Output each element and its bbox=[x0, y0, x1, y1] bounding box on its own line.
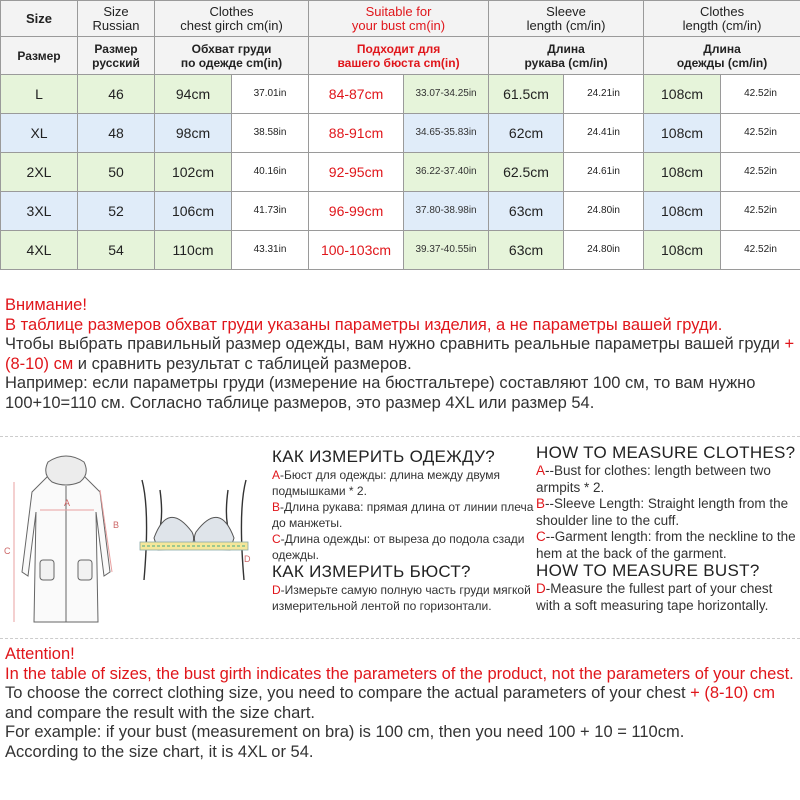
length-cm-cell: 108cm bbox=[644, 75, 721, 114]
ru-example: Например: если параметры груди (измерение на бюстгальтере) составляют 100 см, то вам нужно 100+10=110 см. Согласно таблице размеров, это размер 4XL или размер 54. bbox=[5, 374, 756, 412]
chest-in-cell: 40.16in bbox=[232, 153, 309, 192]
ru-attention-notes bbox=[5, 296, 797, 413]
en-measure-d: D-Measure the fullest part of your chest with a soft measuring tape horizontally. bbox=[536, 581, 773, 613]
header-chest: Clothes chest girch cm(in) bbox=[155, 1, 309, 37]
size-cell: XL bbox=[1, 114, 78, 153]
size-cell: 4XL bbox=[1, 231, 78, 270]
ru-warning-text: В таблице размеров обхват груди указаны параметры изделия, а не параметры вашей груди. bbox=[5, 315, 723, 334]
coat-label-c: C bbox=[4, 546, 11, 556]
length-cm-cell: 108cm bbox=[644, 192, 721, 231]
sleeve-in-cell: 24.80in bbox=[564, 231, 644, 270]
en-instruction-plus: + (8-10) cm bbox=[690, 684, 775, 702]
table-header-ru bbox=[1, 37, 800, 75]
size-cell: 2XL bbox=[1, 153, 78, 192]
length-in-cell: 42.52in bbox=[721, 153, 800, 192]
chest-in-cell: 41.73in bbox=[232, 192, 309, 231]
sleeve-cm-cell: 61.5cm bbox=[489, 75, 564, 114]
en-example-1: For example: if your bust (measurement on bra) is 100 cm, then you need 100 + 10 = 110cm. bbox=[5, 723, 685, 741]
fur-hood bbox=[46, 456, 87, 485]
bust-in-cell: 33.07-34.25in bbox=[404, 75, 489, 114]
sleeve-cm-cell: 62cm bbox=[489, 114, 564, 153]
chest-cm-cell: 98cm bbox=[155, 114, 232, 153]
coat-label-a: A bbox=[64, 498, 71, 508]
ru-measure-b: B-Длина рукава: прямая длина от линии плеча до манжеты. bbox=[272, 500, 534, 530]
header-ru-chest: Обхват груди по одежде cm(in) bbox=[155, 37, 309, 75]
ru-instruction bbox=[5, 335, 797, 374]
header-length: Clothes length (cm/in) bbox=[644, 1, 800, 37]
en-warning-text: In the table of sizes, the bust girth indicates the parameters of the product, not the parameters of your chest. bbox=[5, 664, 794, 683]
chest-in-cell: 38.58in bbox=[232, 114, 309, 153]
length-in-cell: 42.52in bbox=[721, 192, 800, 231]
bust-cm-cell: 100-103cm bbox=[309, 231, 404, 270]
chest-cm-cell: 94cm bbox=[155, 75, 232, 114]
en-measure-a: A--Bust for clothes: length between two armpits * 2. bbox=[536, 463, 771, 495]
size-chart-table bbox=[0, 0, 800, 270]
size-cell: 3XL bbox=[1, 192, 78, 231]
bust-in-cell: 37.80-38.98in bbox=[404, 192, 489, 231]
sleeve-cm-cell: 62.5cm bbox=[489, 153, 564, 192]
header-size-russian: Size Russian bbox=[78, 1, 155, 37]
size-row-2xl bbox=[1, 153, 800, 192]
russian-size-cell: 52 bbox=[78, 192, 155, 231]
size-row-l bbox=[1, 75, 800, 114]
en-how-to-measure-clothes bbox=[536, 443, 798, 562]
ru-how-to-measure-bust bbox=[272, 562, 534, 614]
size-cell: L bbox=[1, 75, 78, 114]
divider-top bbox=[0, 436, 800, 437]
en-measure-b: B--Sleeve Length: Straight length from the shoulder line to the cuff. bbox=[536, 496, 789, 528]
divider-bottom bbox=[0, 638, 800, 639]
en-example-2: According to the size chart, it is 4XL or 54. bbox=[5, 742, 314, 761]
en-instruction bbox=[5, 684, 797, 723]
ru-instruction-a: Чтобы выбрать правильный размер одежды, вам нужно сравнить реальные параметры вашей груди bbox=[5, 335, 780, 353]
en-instruction-a: To choose the correct clothing size, you need to compare the actual parameters of your chest bbox=[5, 684, 686, 702]
ru-measure-d: D-Измерьте самую полную часть груди мягкой измерительной лентой по горизонтали. bbox=[272, 583, 531, 613]
length-in-cell: 42.52in bbox=[721, 75, 800, 114]
russian-size-cell: 54 bbox=[78, 231, 155, 270]
bust-cm-cell: 84-87cm bbox=[309, 75, 404, 114]
ru-measure-c: C-Длина одежды: от выреза до подола сзади одежды. bbox=[272, 532, 525, 562]
chest-cm-cell: 110cm bbox=[155, 231, 232, 270]
russian-size-cell: 50 bbox=[78, 153, 155, 192]
length-in-cell: 42.52in bbox=[721, 114, 800, 153]
en-instruction-b: and compare the result with the size chart. bbox=[5, 703, 315, 722]
coat-label-b: B bbox=[113, 520, 120, 530]
en-clothes-title: HOW TO MEASURE CLOTHES? bbox=[536, 443, 796, 462]
size-row-xl bbox=[1, 114, 800, 153]
header-ru-sleeve: Длина рукава (cm/in) bbox=[489, 37, 644, 75]
coat-measure-illustration bbox=[0, 452, 130, 632]
sleeve-cm-cell: 63cm bbox=[489, 192, 564, 231]
header-ru-bust: Подходит для вашего бюста cm(in) bbox=[309, 37, 489, 75]
bust-in-cell: 36.22-37.40in bbox=[404, 153, 489, 192]
ru-attention-title: Внимание! bbox=[5, 296, 87, 314]
chest-in-cell: 43.31in bbox=[232, 231, 309, 270]
table-header-en bbox=[1, 1, 800, 37]
bust-cm-cell: 96-99cm bbox=[309, 192, 404, 231]
russian-size-cell: 46 bbox=[78, 75, 155, 114]
en-how-to-measure-bust bbox=[536, 561, 798, 614]
sleeve-in-cell: 24.21in bbox=[564, 75, 644, 114]
ru-how-to-measure-clothes bbox=[272, 447, 534, 563]
sleeve-cm-cell: 63cm bbox=[489, 231, 564, 270]
en-measure-c: C--Garment length: from the neckline to the hem at the back of the garment. bbox=[536, 529, 796, 561]
header-bust: Suitable for your bust cm(in) bbox=[309, 1, 489, 37]
length-cm-cell: 108cm bbox=[644, 114, 721, 153]
length-in-cell: 42.52in bbox=[721, 231, 800, 270]
en-bust-title: HOW TO MEASURE BUST? bbox=[536, 561, 760, 580]
coat-figure bbox=[22, 456, 110, 622]
chest-cm-cell: 102cm bbox=[155, 153, 232, 192]
bra-label-d: D bbox=[244, 554, 251, 564]
sleeve-in-cell: 24.61in bbox=[564, 153, 644, 192]
length-cm-cell: 108cm bbox=[644, 231, 721, 270]
size-row-4xl bbox=[1, 231, 800, 270]
ru-instruction-b: и сравнить результат с таблицей размеров. bbox=[77, 354, 412, 373]
russian-size-cell: 48 bbox=[78, 114, 155, 153]
ru-clothes-title: КАК ИЗМЕРИТЬ ОДЕЖДУ? bbox=[272, 447, 496, 466]
ru-bust-title: КАК ИЗМЕРИТЬ БЮСТ? bbox=[272, 562, 471, 581]
ru-measure-a: A-Бюст для одежды: длина между двумя подмышками * 2. bbox=[272, 468, 501, 498]
length-cm-cell: 108cm bbox=[644, 153, 721, 192]
bust-in-cell: 39.37-40.55in bbox=[404, 231, 489, 270]
header-ru-size-russian: Размер русский bbox=[78, 37, 155, 75]
sleeve-in-cell: 24.80in bbox=[564, 192, 644, 231]
bust-in-cell: 34.65-35.83in bbox=[404, 114, 489, 153]
measuring-tape bbox=[140, 542, 248, 550]
bust-cm-cell: 92-95cm bbox=[309, 153, 404, 192]
ru-instruction-plus: + (8-10) см bbox=[5, 335, 795, 373]
sleeve-in-cell: 24.41in bbox=[564, 114, 644, 153]
size-row-3xl bbox=[1, 192, 800, 231]
en-attention-title: Attention! bbox=[5, 645, 75, 663]
en-attention-notes bbox=[5, 645, 797, 762]
header-ru-length: Длина одежды (cm/in) bbox=[644, 37, 800, 75]
bust-cm-cell: 88-91cm bbox=[309, 114, 404, 153]
chest-in-cell: 37.01in bbox=[232, 75, 309, 114]
chest-cm-cell: 106cm bbox=[155, 192, 232, 231]
header-ru-size: Размер bbox=[1, 37, 78, 75]
bust-measure-illustration bbox=[130, 470, 258, 590]
header-sleeve: Sleeve length (cm/in) bbox=[489, 1, 644, 37]
header-size: Size bbox=[1, 1, 78, 37]
